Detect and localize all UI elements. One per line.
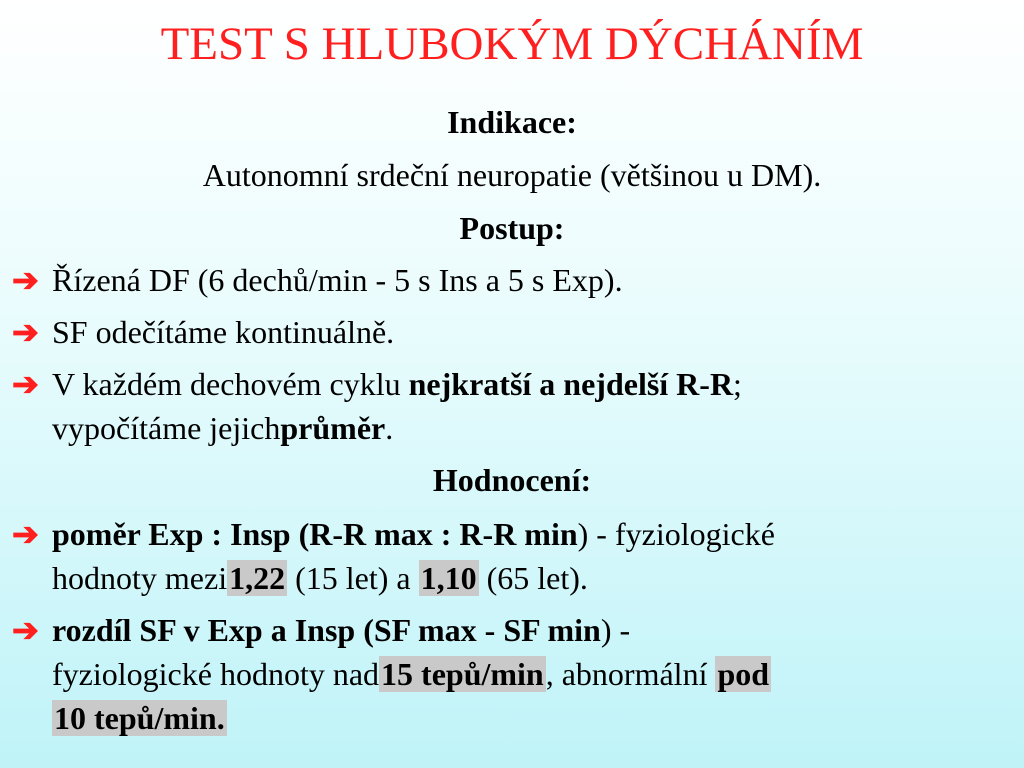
bullet-text: ) - fyziologické [577, 516, 775, 552]
highlight-value: 1,22 [229, 560, 286, 596]
postup-bullet-2 [12, 310, 1012, 354]
bullet-bold-text: rozdíl SF v Exp a Insp (SF max - SF min [52, 612, 601, 648]
highlight-value: 1,10 [420, 560, 477, 596]
hodnoceni-bullet-2 [12, 608, 1012, 740]
right-arrow-icon: ➔ [12, 516, 39, 552]
bullet-text: (65 let). [478, 560, 588, 596]
right-arrow-icon: ➔ [12, 366, 39, 402]
bullet-text: , abnormální [545, 656, 716, 692]
bullet-text: SF odečítáme kontinuálně. [52, 314, 395, 350]
bullet-text: (15 let) a [287, 560, 419, 596]
postup-bullet-3 [12, 362, 1012, 450]
highlight-value: pod [717, 656, 770, 692]
slide-title: TEST S HLUBOKÝM DÝCHÁNÍM [160, 18, 864, 70]
bullet-text: fyziologické hodnoty nad [52, 656, 380, 692]
highlight-value: 15 tepů/min [381, 656, 544, 692]
bullet-bold-text: nejkratší a nejdelší R-R [408, 366, 734, 402]
bullet-text: V každém dechovém cyklu [52, 366, 409, 402]
bullet-text: . [385, 410, 394, 446]
bullet-text: hodnoty mezi [52, 560, 228, 596]
hodnoceni-heading: Hodnocení: [432, 462, 592, 498]
indikace-heading: Indikace: [447, 104, 577, 140]
bullet-text: Řízená DF (6 dechů/min - 5 s Ins a 5 s Exp). [52, 262, 623, 298]
indikace-text: Autonomní srdeční neuropatie (většinou u DM). [202, 157, 822, 193]
bullet-text: ) - [600, 612, 631, 648]
bullet-bold-text: průměr [280, 410, 386, 446]
hodnoceni-bullet-1 [12, 512, 1012, 600]
highlight-value: 10 tepů/min. [54, 700, 225, 736]
bullet-bold-text: poměr Exp : Insp (R-R max : R-R min [52, 516, 578, 552]
right-arrow-icon: ➔ [12, 612, 39, 648]
bullet-text: ; [733, 366, 742, 402]
right-arrow-icon: ➔ [12, 314, 39, 350]
postup-heading: Postup: [459, 210, 565, 246]
right-arrow-icon: ➔ [12, 262, 39, 298]
postup-bullet-1 [12, 258, 1012, 302]
bullet-text: vypočítáme jejich [52, 410, 281, 446]
